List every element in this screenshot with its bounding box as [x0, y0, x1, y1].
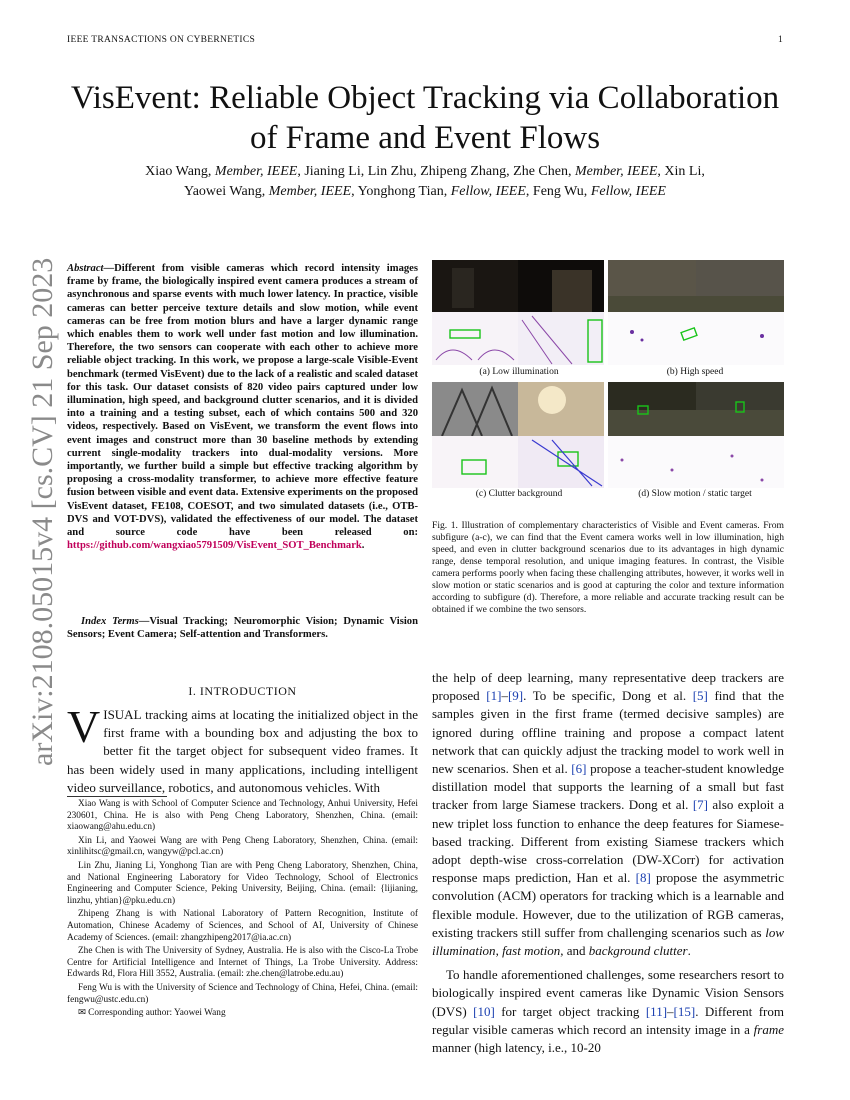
subcaption-b: (b) High speed: [666, 367, 724, 377]
index-terms: [67, 615, 418, 641]
subfigure-b: [608, 260, 784, 365]
subfigure-d: [608, 382, 784, 488]
subfigure-a: [432, 260, 604, 365]
author-list: Xiao Wang, Member, IEEE, Jianing Li, Lin Zhu, Zhipeng Zhang, Zhe Chen, Member, IEEE, Xin Li, Yaowei Wang, Member, IEEE, Yonghong Tian, Fellow, IEEE, Feng Wu, Fellow, IEEE: [145, 164, 705, 199]
abstract-end: .: [361, 540, 365, 552]
body-paragraph: To handle aforementioned challenges, some researchers resort to biologically inspired event cameras like Dynamic Vision Sensors (DVS) [10] for target object tracking [11]–[15]. Different from regular visible cameras which record an intensity image in a frame manner (high latency, i.e., 10-20: [432, 967, 784, 1056]
subfigure-c: [432, 382, 604, 488]
section-heading: I. INTRODUCTION: [188, 684, 297, 698]
body-paragraph: the help of deep learning, many representative deep trackers are proposed [1]–[9]. To be specific, Dong et al. [5] find that the samples given in the first frame (termed decisive samples) are ignored during offline training and propose a compact latent network that can quickly adjust the tracking model to work well in new scenarios. Shen et al. [6] propose a teacher-student knowledge distillation model that supports the learning of a small but fast tracker from large Siamese trackers. Dong et al. [7] also exploit a new triplet loss function to enhance the deep features for Siamese-based tracking. Different from existing Siamese trackers which adopt depth-wise cross-correlation (DW-XCorr) for activation response maps prediction, Han et al. [8] propose the asymmetric convolution (ACM) operators for tracking which is a learnable and flexible module. However, due to the utilization of RGB cameras, existing trackers still suffer from challenging scenarios such as low illumination, fast motion, and background clutter.: [432, 670, 784, 959]
intro-paragraph: [67, 701, 418, 797]
footnote: Zhipeng Zhang is with National Laboratory of Pattern Recognition, Institute of Automation, Chinese Academy of Sciences, and School of AI, University of Chinese Academy of Sciences. (email: zhangzhipeng2017@ia.ac.cn): [67, 909, 418, 943]
paper-title: VisEvent: Reliable Object Tracking via Collaboration of Frame and Event Flows: [70, 80, 780, 156]
subcaption-c: (c) Clutter background: [475, 489, 563, 499]
abstract-label: Abstract: [67, 263, 104, 274]
dataset-link[interactable]: https://github.com/wangxiao5791509/VisEvent_SOT_Benchmark: [67, 540, 362, 552]
figure-1-image: [432, 260, 784, 504]
figure-1: [432, 260, 784, 504]
footnote-corresponding: ✉ Corresponding author: Yaowei Wang: [78, 1008, 226, 1019]
footnote: Zhe Chen is with The University of Sydney, Australia. He is also with the Cisco-La Trobe Centre for Artificial Intelligence and Internet of Things, La Trobe University. Address: Edwards Rd, Flora Hill 3552, Australia. (email: zhe.chen@latrobe.edu.au): [67, 946, 418, 980]
footnote-rule: [67, 796, 167, 797]
page-number: 1: [777, 35, 783, 45]
figure-caption: Fig. 1. Illustration of complementary characteristics of Visible and Event cameras. From subfigure (a-c), we can find that the Event camera works well in low illumination, high speed, and even in clutter background scenarios due to its advantages in high dynamic range, dense temporal resolution, and unique imaging features. In contrast, the Visible camera performs poorly when facing these challenging attributes, however, it works well in slow motion or static scenarios and is good at capturing the color and texture information according to subfigure (d). Therefore, a more reliable and accurate tracking result can be obtained if we combine the two sensors.: [432, 520, 784, 615]
footnote: Lin Zhu, Jianing Li, Yonghong Tian are with Peng Cheng Laboratory, Shenzhen, China, and National Engineering Laboratory for Video Technology, School of Electronics Engineering and Computer Science, Peking University, Beijing, China. (email: {lijianing, linzhu, yhtian}@pku.edu.cn): [67, 860, 418, 906]
footnote: Xiao Wang is with School of Computer Science and Technology, Anhui University, Hefei 230601, China. He is also with Peng Cheng Laboratory, Shenzhen, China. (email: xiaowang@ahu.edu.cn): [67, 799, 418, 833]
journal-name: IEEE TRANSACTIONS ON CYBERNETICS: [67, 35, 256, 45]
footnote: Xin Li, and Yaowei Wang are with Peng Cheng Laboratory, Shenzhen, China. (email: xinlihitsc@gmail.cn, wangyw@pcl.ac.cn): [67, 835, 418, 858]
subcaption-a: (a) Low illumination: [479, 367, 559, 377]
body-right-column: [432, 669, 784, 1063]
arxiv-stamp: arXiv:2108.05015v4 [cs.CV] 21 Sep 2023: [26, 257, 59, 766]
footnote: Feng Wu is with the University of Science and Technology of China, Hefei, China. (email: fengwu@ustc.edu.cn): [67, 982, 418, 1005]
abstract: [67, 262, 418, 552]
index-terms-label: Index Terms: [81, 616, 139, 627]
subcaption-d: (d) Slow motion / static target: [638, 489, 752, 499]
running-header: [67, 35, 783, 45]
intro-lead: ISUAL: [103, 707, 142, 722]
intro-text: tracking aims at locating the initialized object in the first frame with a bounding box and adjusting the box to better fit the target object for subsequent video frames. It has been widely used in many applications, including intelligent video surveillance, robotics, and autonomous vehicles. With: [67, 707, 418, 795]
abstract-text: —Different from visible cameras which record intensity images frame by frame, the biologically inspired event camera produces a stream of asynchronous and sparse events with much lower latency. In practice, visible cameras can better perceive texture details and slow motion, while event cameras can be free from motion blurs and have a larger dynamic range which enables them to work well under fast motion and low illumination. Therefore, the two sensors can cooperate with each other to achieve more reliable object tracking. In this work, we propose a large-scale Visible-Event benchmark (termed VisEvent) due to the lack of a realistic and scaled dataset for this task. Our dataset consists of 820 video pairs captured under low illumination, high speed, and background clutter scenarios, and it is divided into a training and a testing subset, each of which contains 500 and 320 videos, respectively. Based on VisEvent, we transform the event flows into event images and construct more than 30 baseline methods by extending current single-modality trackers into dual-modality versions. More importantly, we further build a simple but effective tracking algorithm by proposing a cross-modality transformer, to achieve more effective feature fusion between visible and event data. Extensive experiments on the proposed VisEvent dataset, FE108, COESOT, and two simulated datasets (i.e., OTB-DVS and VOT-DVS), validated the effectiveness of our model. The dataset and source code have been released on:: [67, 263, 418, 539]
index-terms-text: —Visual Tracking; Neuromorphic Vision; Dynamic Vision Sensors; Event Camera; Self-attention and Transformers.: [67, 616, 418, 641]
footnotes: [67, 799, 418, 1022]
dropcap: V: [67, 701, 101, 752]
